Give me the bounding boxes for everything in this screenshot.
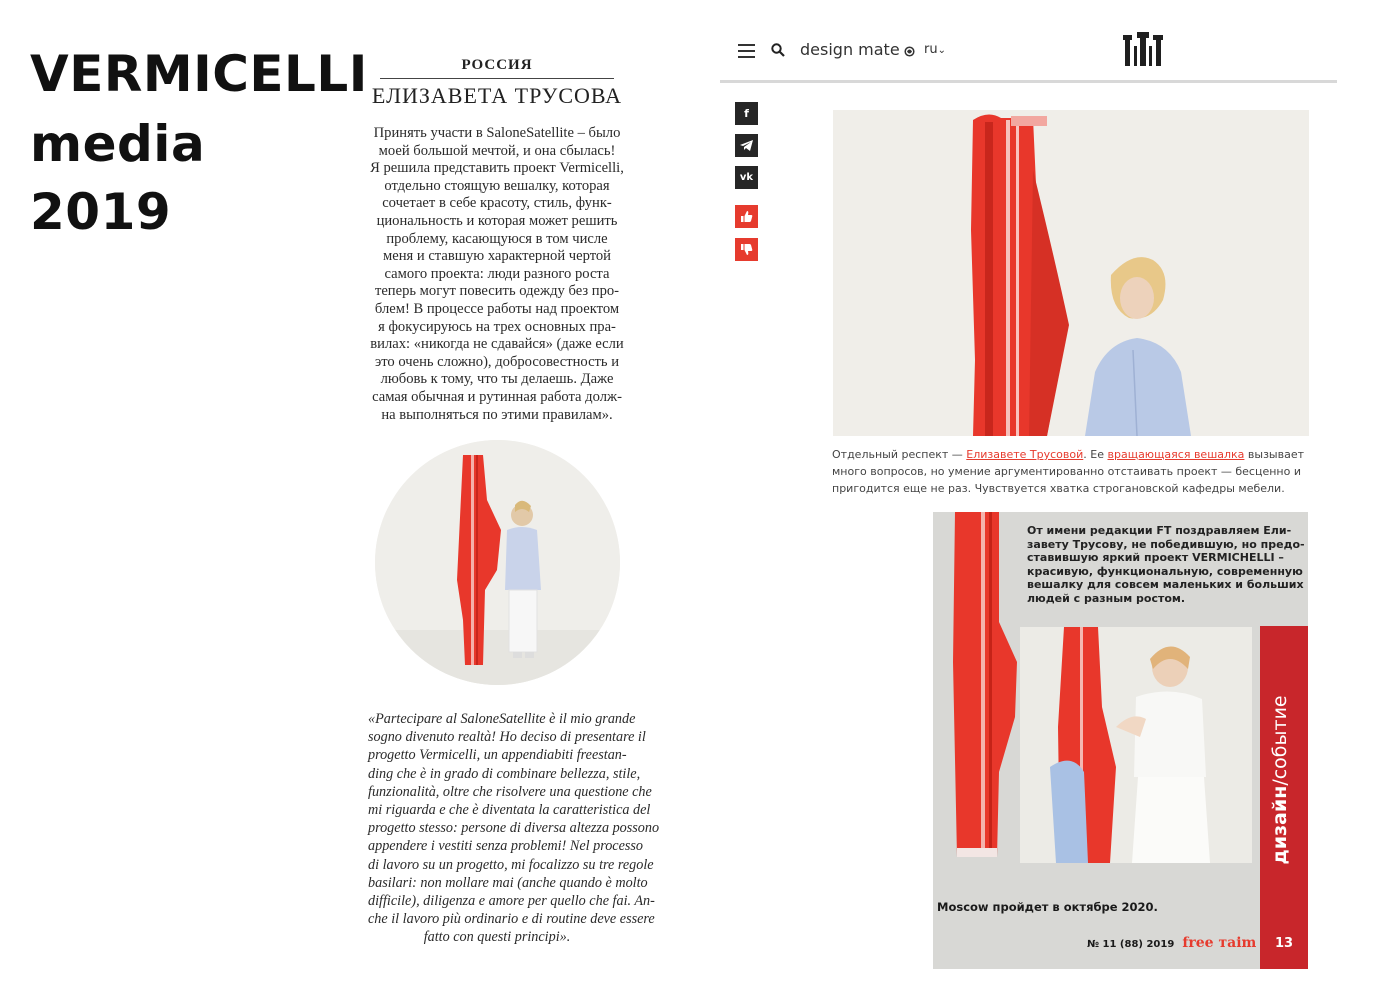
magazine-round-photo — [375, 440, 620, 685]
share-facebook-button[interactable] — [735, 102, 758, 125]
thumbs-up-icon — [740, 210, 753, 223]
facebook-icon: f — [744, 107, 749, 120]
it-quote-line: appendere i vestiti senza problemi! Nel processo — [368, 838, 644, 855]
ru-quote-line: циональность и которая может решить — [376, 212, 618, 229]
ru-quote-line: вилах: «никогда не сдавайся» (даже если — [370, 336, 624, 353]
globe-icon — [904, 46, 915, 57]
freetime-text-line: ставившую яркий проект VERMICHELLI – — [1027, 551, 1284, 564]
ru-quote-line: сочетает в себе красоту, стиль, функ- — [382, 195, 612, 212]
ru-quote-line: самая обычная и рутинная работа долж- — [372, 388, 622, 405]
freetime-logo: free таim — [1182, 935, 1257, 951]
freetime-text-line: От имени редакции FT поздравляем Ели- — [1027, 524, 1292, 537]
vk-icon: vk — [739, 172, 754, 183]
freetime-text-line: людей с разным ростом. — [1027, 591, 1186, 605]
it-quote-line: «Partecipare al SaloneSatellite è il mio grande — [368, 711, 636, 727]
ru-quote-line: меня и ставшую характерной чертой — [382, 248, 611, 265]
it-quote-line: funzionalità, oltre che risolvere una questione che — [368, 783, 652, 800]
freetime-page-number: 13 — [1274, 936, 1294, 951]
freetime-text-line: вешалку для совсем маленьких и больших — [1027, 578, 1304, 591]
freetime-photo-illustration — [1020, 627, 1252, 863]
caption-link-hanger[interactable]: вращающаяся вешалка — [1107, 448, 1245, 461]
caption-link-designer[interactable]: Елизавете Трусовой — [966, 448, 1084, 461]
freetime-text-line: красивую, функциональную, современную — [1027, 564, 1303, 578]
article-caption — [832, 446, 1310, 497]
ru-quote-line: на выполняться по этими правилам». — [381, 406, 613, 423]
ru-quote-line: моей большой мечтой, и она сбылась! — [378, 142, 616, 159]
chevron-down-icon: ⌄ — [937, 45, 946, 56]
it-quote-line: fatto con questi principi». — [423, 929, 571, 946]
telegram-icon — [740, 140, 753, 151]
language-select[interactable] — [924, 42, 946, 57]
ru-quote-line: я фокусируюсь на трех основных пра- — [378, 318, 616, 335]
ru-quote-line: самого проекта: люди разного роста — [384, 265, 610, 282]
language-value: ru — [924, 42, 938, 57]
section-label-light: /событие — [1269, 695, 1291, 786]
thumbs-down-icon — [740, 243, 753, 256]
search-icon[interactable] — [771, 43, 785, 57]
caption-middle: . Ее — [1083, 448, 1108, 461]
it-quote-line: che il lavoro più ordinario e di routine deve essere — [368, 911, 655, 928]
ru-quote-line: отдельно стоящую вешалку, которая — [384, 177, 610, 194]
ru-quote-line: Принять участи в SaloneSatellite – было — [373, 125, 621, 141]
section-label-bold: дизайн — [1269, 785, 1291, 865]
ru-quote-line: проблему, касающуюся в том числе — [386, 230, 608, 247]
freetime-congrats-text — [1027, 524, 1305, 605]
dislike-button[interactable] — [735, 238, 758, 261]
share-vk-button[interactable] — [735, 166, 758, 189]
site-logo[interactable] — [1122, 32, 1164, 68]
magazine-italian-quote — [368, 710, 660, 947]
share-telegram-button[interactable] — [735, 134, 758, 157]
article-photo — [833, 110, 1309, 436]
it-quote-line: basilari: non mollare mai (anche quando è molto — [368, 874, 648, 891]
it-quote-line: mi riguarda e che è diventata la caratteristica del — [368, 802, 651, 819]
magazine-rule — [380, 78, 614, 79]
it-quote-line: ding che è in grado di combinare bellezza, stile, — [368, 765, 641, 782]
magazine-designer-name: ЕЛИЗАВЕТА ТРУСОВА — [371, 83, 623, 108]
heading-line-media: media — [30, 115, 206, 173]
round-photo-illustration — [375, 440, 620, 685]
heading-line-vermicelli: VERMICELLI — [30, 45, 368, 103]
freetime-photo — [1020, 627, 1252, 863]
ru-quote-line: блем! В процессе работы над проектом — [374, 300, 620, 317]
freetime-footer — [1087, 932, 1256, 951]
it-quote-line: difficile), diligenza e amore per quello che fai. An- — [368, 893, 655, 910]
freetime-bottom-line: Moscow пройдет в октябре 2020. — [937, 900, 1158, 914]
freetime-hanger-illustration — [933, 512, 1023, 862]
freetime-text-line: завету Трусову, не победившую, но предо- — [1027, 537, 1305, 551]
magazine-russian-quote — [368, 125, 626, 424]
freetime-section-bar — [1260, 626, 1308, 969]
it-quote-line: sogno divenuto realtà! Ho deciso di presentare il — [368, 729, 646, 746]
heading-line-year: 2019 — [30, 183, 172, 241]
ru-quote-line: Я решила представить проект Vermicelli, — [370, 160, 624, 177]
magazine-clipping — [368, 45, 660, 955]
it-quote-line: progetto Vermicelli, un appendiabiti freestan- — [368, 747, 627, 764]
it-quote-line: di lavoro su un progetto, mi focalizzo su tre regole — [368, 856, 654, 873]
magazine-country: РОССИЯ — [461, 57, 533, 73]
like-button[interactable] — [735, 205, 758, 228]
ru-quote-line: любовь к тому, что ты делаешь. Даже — [380, 371, 614, 388]
freetime-issue: № 11 (88) 2019 — [1087, 939, 1175, 950]
site-brand[interactable]: design mate — [800, 40, 900, 59]
ru-quote-line: это очень сложно), добросовестность и — [374, 353, 620, 370]
caption-lead: Отдельный респект — — [832, 448, 967, 461]
menu-icon[interactable] — [738, 44, 755, 58]
freetime-page — [933, 512, 1308, 969]
site-header — [720, 18, 1337, 83]
it-quote-line: progetto stesso: persone di diversa altezza possono — [368, 820, 660, 837]
freetime-section-label — [1269, 680, 1297, 880]
article-photo-illustration — [833, 110, 1309, 436]
caption-tail: вызывает много вопросов, но умение аргументированно отстаивать проект — бесценно и пригодится еще не раз. Чувствуется хватка строгановской кафедры мебели. — [832, 448, 1305, 495]
ru-quote-line: теперь могут повесить одежду без про- — [374, 283, 620, 300]
